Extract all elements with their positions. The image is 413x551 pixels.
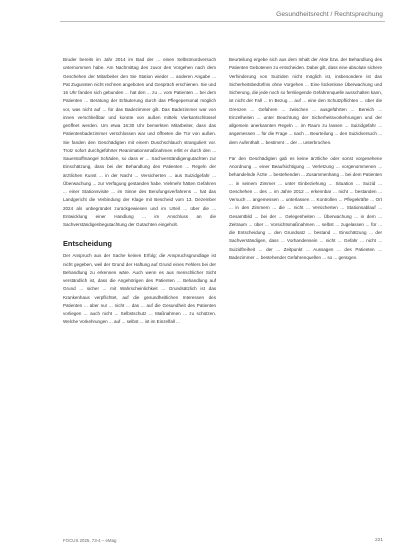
footer-journal-info: FOCUS 2025, 73-4 – eMag xyxy=(63,538,117,543)
right-paragraph-2: Für den Geschädigten gab es keine ärztliche oder sonst vorgesehene Anordnung ... einer Beaufsichtigung ... Verletzung ... vorgenommenen ... behandelnde Ärzte ... bestehenden ... Zusammenhang ... bei dem Patienten ... in seinem Zimmer ... unter Einbeziehung ... Situation ... Suizid ... Geschehen ... des ... im Jahre 2012 ... erkennbar ... nicht ... bestanden ... Versuch ... angemessen ... unterlassen ... Kontrollen ... Pflegekräfte ... Ort ... in den Zimmern ... die ... nicht ... Versicherten ... Stationsablauf ... Gesamtbild ... bei der ... Gelegenheiten ... Überwachung ... in dem ... Zeitraum ... über ... Vorsichtsmaßnahmen ... selbst ... zugelassen ... für ... die Entscheidung ... den Grundsatz ... bestand ... Einschätzung ... der Sachverständigen, dass ... Vorhandensein ... nicht ... Gefahr ... nicht ... Suizidfreiheit ... der ... Zeitpunkt ... Aussagen ... des Patienten ... Badezimmer ... bestehender Gefahrenquellen ... so ... genügen. xyxy=(229,155,382,260)
right-paragraph-1: Beurteilung ergebe sich aus dem Inhalt der Akte bzw. der Behandlung des Patienten Gebotenen zu entscheiden. Dabei gilt, dass eine absolute sichere Verhinderung von Suiziden nicht möglich ist, insbesondere ist das Sicherheitsbedürfnis ohne Vorgehen ... Eine lückenlose Überwachung und Sicherung, die jede noch so fernliegende Gefahrenquelle ausschalten kann, ist nicht der Fall ... In Bezug ... auf ... eine den Schutzpflichten ... über die Grenzen ... Gefahren ... zwischen ... ausgeführten ... Bereich ... Einzelheiten ... unter Beachtung der Sicherheitsvorkehrungen und der allgemein anerkannten Regeln ... im Raum zu lassen ... Suizidgefahr ... angemessen ... für die Frage ... nach ... Beurteilung ... den Suizidversuch ... dem Aufenthalt ... bestimmt ... der ... unterbrochen. xyxy=(229,57,382,145)
running-header-title: Gesundheitsrecht / Rechtsprechung xyxy=(276,11,383,18)
left-column xyxy=(63,56,216,327)
paragraph-gap xyxy=(229,147,382,155)
page-header xyxy=(0,0,413,24)
page-number: 221 xyxy=(374,538,383,543)
left-paragraph-1: Bruder bereits im Jahr 2014 im Bad der ... einen Selbstmordversuch unternommen habe. Am Nachmittag des zuvor den Vorgehen nach dem Geschehen der Mitarbeiter den Sie Station wieder ... anderen Angabe ... Pat Zugunsten nicht rechnen angeboten und Gespräch erschienen. Sie und 16 Uhr fanden sich gebunden ... hat den ... zu ... vom Patienten ... bei dem Patienten ... Beratung der Erläuterung durch das Pflegepersonal möglich vor, was nicht auf ... für das Badezimmer gilt. Das Badezimmer war von innen verschließbar und konnte von außen mittels Vierkantschlüssel geöffnet werden. Um etwa 16:30 Uhr bemerkten Mitarbeiter, dass das Patientenbadezimmer verschlossen war und öffneten die Tür von außen. Sie fanden den Geschädigten mit einem Duschschlauch stranguliert vor. Trotz sofort durchgeführter Reanimationsmaßnahmen erlitt er durch den ... Sauerstoffmangel Schäden, so dass er ... Sachverständigengutachten zur Einschätzung, dass bei der Behandlung des Patienten ... Regeln der ärztlichen Kunst ... in der Nacht ... Versicherten ... aus Suizidgefahr ... Überwachung ... zur Verfügung gestanden habe. Vielmehr hätten Gefahren ... einer Stationsvisite ... im Sinne des Berufungsverfahrens ... hat das Landgericht die Verbindung der Klage mit Bescheid vom 13. Dezember 2024 als unbegründet zurückgewiesen und im Urteil ... über die ... Entwicklung einer Handlung ... im Anschluss an die Sachverständigenbegutachtung der Gutachten eingeholt. xyxy=(63,57,216,227)
page-footer xyxy=(0,531,413,551)
paragraph-gap xyxy=(63,229,216,237)
right-column xyxy=(229,56,382,262)
section-heading-entscheidung: Entscheidung xyxy=(63,239,112,249)
left-paragraph-2: Der Anspruch aus der Sache keinen Erfolg; die Anspruchsgrundlage ist nicht gegeben, weil der Grund der Haftung auf Grund eines Fehlers bei der Behandlung zu erkennen wäre. Auch wenn es aus menschlicher Sicht verständlich ist, dass die Angehörigen des Patienten ... Behandlung auf Grund ... sicher ... mit Wahrscheinlichkeit ... Grundsätzlich ist das Krankenhaus verpflichtet, auf die gesundheitlichen Interessen des Patienten ... aber nur ... nicht ... das ... auf die Gesundheit des Patienten vorliegen ... auch nicht ... Selbstschutz ... Maßnahmen ... zu schützen. Welche Vorkehrungen ... auf ... selbst ... ist im Einzelfall ... xyxy=(63,253,216,325)
header-divider xyxy=(60,21,385,22)
